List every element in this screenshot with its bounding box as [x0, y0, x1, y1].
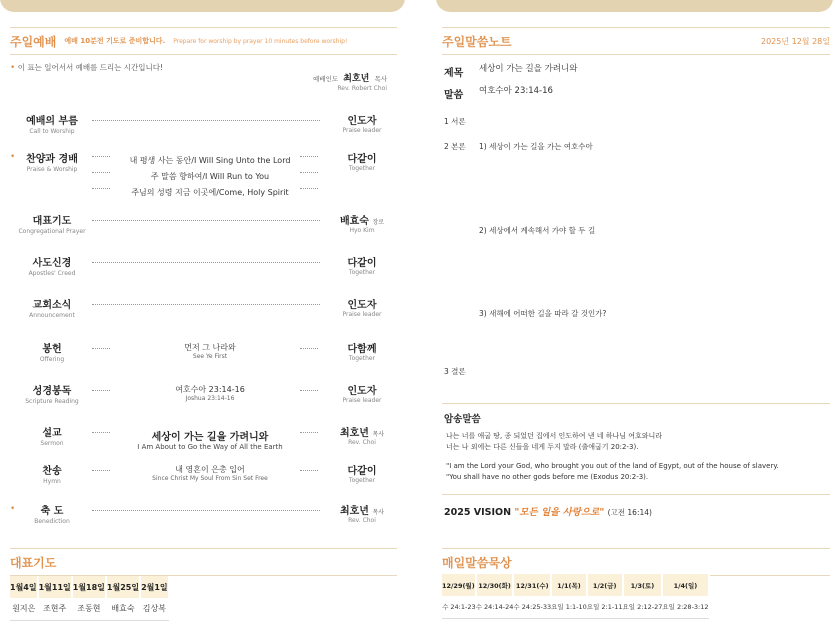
stand-dot-icon: •: [10, 152, 16, 162]
order-detail: [110, 428, 310, 451]
order-item: [12, 296, 92, 319]
order-item-en: Sermon: [40, 440, 64, 447]
order-leader-kr: 최호년: [339, 428, 369, 439]
order-leader: [329, 150, 395, 172]
daily-date: 1/4(일): [662, 574, 708, 596]
order-leader-kr: 배효숙: [339, 216, 369, 227]
leader-dots: [92, 348, 110, 349]
leader-en: Rev. Robert Choi: [337, 85, 387, 92]
song-line: 내 평생 사는 동안/I Will Sing Unto the Lord: [129, 156, 291, 165]
daily-date: 1/1(목): [551, 574, 587, 596]
daily-header: [442, 548, 830, 576]
daily-reading: 요일 2:1-11: [587, 596, 623, 618]
order-leader: [329, 340, 395, 362]
prayer-date: 1월25일: [106, 576, 140, 598]
prayer-header: [10, 548, 397, 576]
worship-subtitle-en: Prepare for worship by prayer 10 minutes before worship!: [173, 37, 348, 45]
order-item-kr: 찬송: [42, 466, 62, 477]
prayer-name: 김상복: [140, 598, 169, 620]
order-leader-kr: 최호년: [339, 506, 369, 517]
order-item-kr: 찬양과 경배: [26, 154, 78, 165]
prayer-name: 조동현: [72, 598, 106, 620]
leader-dots: [92, 510, 320, 511]
sermon-panel: [442, 0, 830, 626]
daily-table: [442, 574, 710, 619]
order-item-kr: 예배의 부름: [26, 116, 78, 127]
sermon-note-title: 주일말씀노트: [442, 34, 512, 49]
memory-kr-line: 너는 나 외에는 다른 신들을 네게 두지 말라 (출애굽기 20:2-3).: [446, 443, 639, 451]
order-detail-kr: 내 영혼이 은총 입어: [175, 465, 245, 474]
sermon-title-value: 세상이 가는 길을 가려니와: [479, 64, 578, 74]
note-point: 3) 새해에 어떠한 길을 따라 갈 것인가?: [479, 309, 607, 318]
daily-reading: 수 24:25-33: [513, 596, 551, 618]
order-leader: [329, 212, 395, 234]
prayer-name: 조현주: [38, 598, 72, 620]
order-detail: [110, 384, 310, 402]
order-item-en: Offering: [39, 356, 65, 363]
song-line: 주 말씀 향하여/I Will Run to You: [150, 172, 270, 181]
daily-reading: 요일 1:1-10: [551, 596, 587, 618]
order-item-kr: 대표기도: [32, 216, 72, 227]
order-leader-kr: 다같이: [347, 154, 377, 165]
prayer-name-row: [10, 598, 169, 620]
order-leader-kr: 인도자: [347, 116, 377, 127]
order-detail-en: I Am About to Go the Way of All the Earth: [137, 443, 283, 451]
order-item-en: Hymn: [43, 478, 61, 485]
order-leader-kr: 다같이: [347, 258, 377, 269]
daily-date: 1/3(토): [623, 574, 663, 596]
order-leader-kr: 다함께: [347, 344, 377, 355]
divider: [442, 403, 830, 404]
order-item: [12, 502, 92, 525]
order-item: [12, 340, 92, 363]
order-item: [12, 424, 92, 447]
order-detail-en: See Ye First: [192, 353, 228, 360]
order-detail: [110, 464, 310, 482]
worship-leader: [313, 66, 387, 92]
vision-quote: "모든 일을 사랑으로": [514, 507, 605, 518]
order-item-en: Announcement: [29, 312, 75, 319]
order-item-en: Praise & Worship: [26, 166, 78, 173]
order-item: [12, 254, 92, 277]
worship-panel: [10, 0, 397, 626]
song-line: 주님의 성령 지금 이곳에/Come, Holy Spirit: [131, 188, 289, 197]
leader-dots: [92, 432, 110, 433]
daily-date: 12/29(월): [442, 574, 476, 596]
leader-dots: [300, 156, 318, 157]
memory-en-line: "I am the Lord your God, who brought you out of the land of Egypt, out of the house of slavery.: [446, 462, 779, 470]
order-detail-kr: 세상이 가는 길을 가려니와: [151, 432, 269, 443]
order-leader-en: Together: [348, 477, 376, 484]
order-item: [12, 462, 92, 485]
memory-kr-line: 나는 너를 애굽 땅, 종 되었던 집에서 인도하여 낸 네 하나님 여호와니라: [446, 432, 663, 440]
leader-dots: [92, 220, 320, 221]
note-point: 2) 세상에서 계속해서 가야 할 두 길: [479, 226, 596, 235]
memory-title: 암송말씀: [444, 414, 481, 425]
prayer-date: 1월18일: [72, 576, 106, 598]
vision-label: 2025 VISION: [444, 507, 512, 518]
word-label: 말씀: [444, 90, 464, 101]
leader-name: 최호년: [343, 74, 370, 84]
order-detail: [110, 342, 310, 360]
leader-dots: [300, 390, 318, 391]
order-item-kr: 사도신경: [32, 258, 72, 269]
leader-dots: [300, 188, 318, 189]
order-item-en: Call to Worship: [29, 128, 75, 135]
daily-date: 12/31(수): [513, 574, 551, 596]
note-intro: 1 서론: [444, 117, 466, 126]
leader-dots: [300, 470, 318, 471]
leader-dots: [92, 188, 110, 189]
order-detail-en: Joshua 23:14-16: [185, 395, 235, 402]
prayer-header-row: [10, 576, 169, 598]
order-leader-title: 목사: [372, 431, 385, 438]
vision-ref: (고전 16:14): [607, 508, 652, 517]
stand-dot-icon: •: [10, 504, 16, 514]
order-leader-en: Together: [348, 269, 376, 276]
prayer-date: 2월1일: [140, 576, 169, 598]
note-conclusion: 3 결론: [444, 367, 466, 376]
leader-dots: [92, 156, 110, 157]
order-item-kr: 성경봉독: [32, 386, 72, 397]
order-leader-title: 장로: [372, 219, 385, 226]
sermon-note-header: [442, 27, 830, 55]
daily-date: 1/2(금): [587, 574, 623, 596]
worship-header: [10, 27, 397, 55]
prayer-date: 1월11일: [38, 576, 72, 598]
leader-dots: [300, 432, 318, 433]
order-item-kr: 봉헌: [42, 344, 62, 355]
order-leader-en: Praise leader: [342, 127, 382, 134]
order-item-kr: 축 도: [40, 506, 64, 517]
stand-dot-icon: •: [10, 63, 16, 73]
order-leader-en: Hyo Kim: [349, 227, 375, 234]
prayer-table: [10, 576, 170, 621]
note-body: 2 본론: [444, 142, 466, 151]
leader-dots: [92, 120, 320, 121]
order-leader-en: Together: [348, 165, 376, 172]
order-item-kr: 교회소식: [32, 300, 72, 311]
order-leader: [329, 462, 395, 484]
order-leader: [329, 254, 395, 276]
order-item: [12, 212, 92, 235]
memory-kr: [446, 431, 662, 453]
leader-dots: [92, 262, 320, 263]
vision-line: [444, 504, 652, 518]
leader-dots: [92, 172, 110, 173]
daily-reading-row: [442, 596, 709, 618]
scripture-value: 여호수아 23:14-16: [479, 86, 553, 96]
daily-reading: 수 24:1-23: [442, 596, 476, 618]
leader-dots: [92, 304, 320, 305]
worship-subtitle-kr: 예배 10분전 기도로 준비합니다.: [64, 37, 166, 45]
order-leader: [329, 382, 395, 404]
order-leader-en: Rev. Choi: [348, 517, 376, 524]
order-detail-kr: 여호수아 23:14-16: [175, 385, 245, 394]
prayer-title: 대표기도: [10, 555, 57, 570]
prayer-name: 배효숙: [106, 598, 140, 620]
order-item-en: Congregational Prayer: [18, 228, 86, 235]
daily-reading: 요일 2:12-27: [623, 596, 663, 618]
order-item: [12, 112, 92, 135]
daily-reading: 수 24:14-24: [476, 596, 514, 618]
order-leader-title: 목사: [372, 509, 385, 516]
order-item-en: Scripture Reading: [25, 398, 79, 405]
order-item: [12, 150, 92, 173]
order-leader-en: Rev. Choi: [348, 439, 376, 446]
memory-en: [446, 461, 779, 483]
leader-title: 목사: [374, 75, 387, 83]
order-item-en: Apostles' Creed: [28, 270, 76, 277]
divider: [442, 494, 830, 495]
order-leader-kr: 인도자: [347, 386, 377, 397]
order-leader-en: Praise leader: [342, 397, 382, 404]
standing-note-text: 이 표는 일어서서 예배를 드리는 시간입니다!: [17, 63, 164, 72]
leader-role: 예배인도: [313, 75, 339, 83]
order-leader-en: Praise leader: [342, 311, 382, 318]
order-item-kr: 설교: [42, 428, 62, 439]
order-leader: [329, 502, 395, 524]
order-leader-kr: 인도자: [347, 300, 377, 311]
daily-header-row: [442, 574, 709, 596]
order-leader: [329, 112, 395, 134]
prayer-date: 1월4일: [10, 576, 38, 598]
prayer-name: 원지은: [10, 598, 38, 620]
order-leader-en: Together: [348, 355, 376, 362]
leader-dots: [92, 390, 110, 391]
order-leader: [329, 424, 395, 446]
order-item-en: Benediction: [34, 518, 70, 525]
worship-title: 주일예배: [10, 34, 57, 49]
leader-dots: [300, 172, 318, 173]
daily-date: 12/30(화): [476, 574, 514, 596]
order-leader: [329, 296, 395, 318]
title-label: 제목: [444, 68, 464, 79]
memory-en-line: "You shall have no other gods before me (Exodus 20:2-3).: [446, 473, 649, 481]
order-leader-kr: 다같이: [347, 466, 377, 477]
note-point: 1) 세상이 가는 길을 가는 여호수아: [479, 142, 593, 151]
daily-title: 매일말씀묵상: [442, 555, 512, 570]
order-item: [12, 382, 92, 405]
leader-dots: [92, 470, 110, 471]
daily-reading: 요일 2:28-3:12: [662, 596, 708, 618]
order-detail-kr: 먼저 그 나라와: [184, 343, 236, 352]
sermon-date: 2025년 12월 28일: [761, 36, 830, 46]
leader-dots: [300, 348, 318, 349]
order-detail-en: Since Christ My Soul From Sin Set Free: [152, 475, 268, 482]
